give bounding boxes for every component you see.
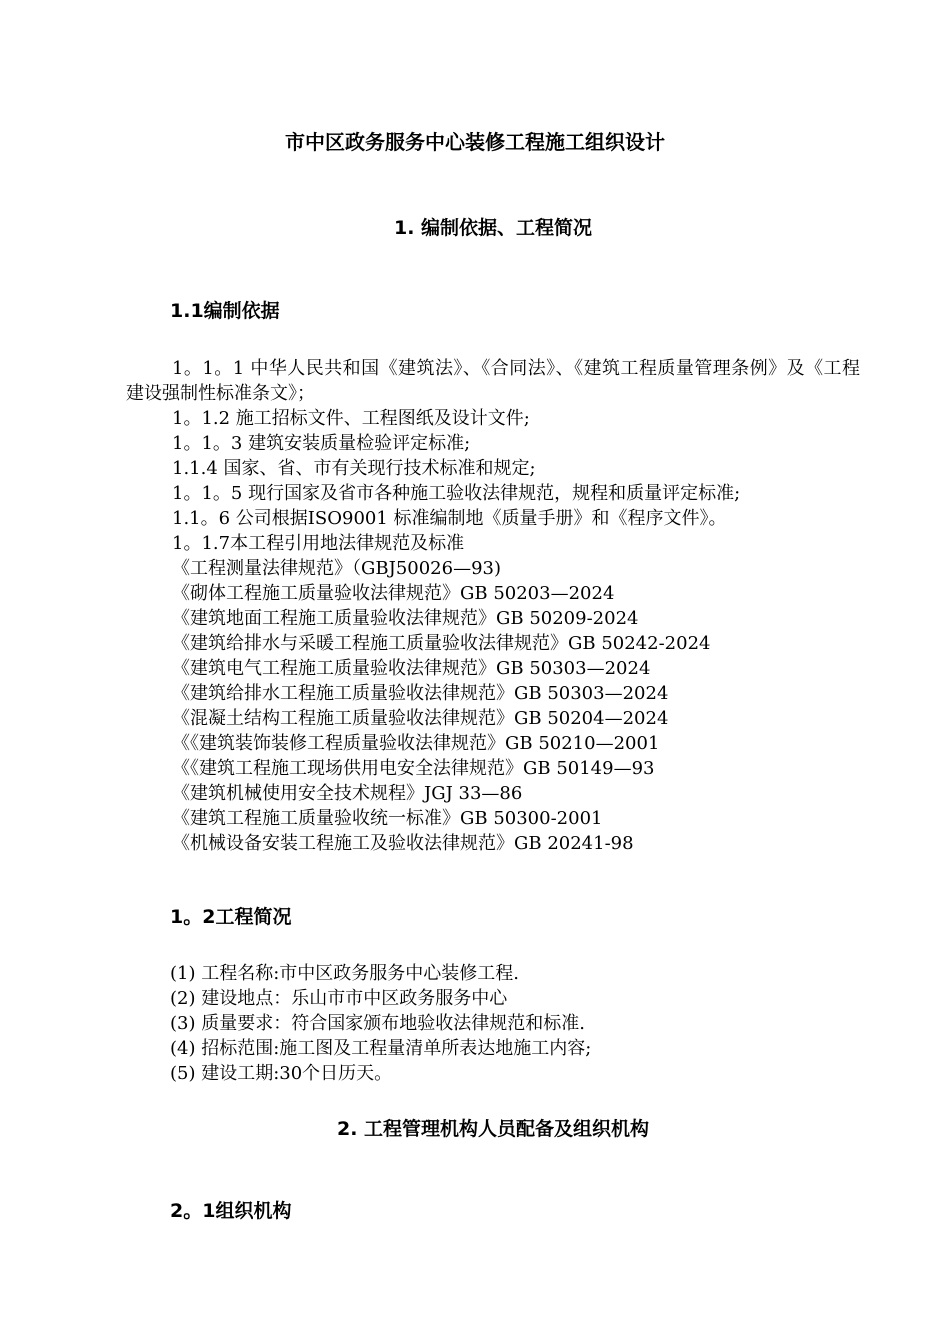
standard-item: 《机械设备安装工程施工及验收法律规范》GB 20241-98	[172, 833, 634, 854]
standard-item: 《《建筑工程施工现场供用电安全法律规范》GB 50149—93	[172, 758, 655, 779]
basis-item: 1.1。6 公司根据ISO9001 标准编制地《质量手册》和《程序文件》。	[172, 508, 727, 529]
standard-item: 《《建筑装饰装修工程质量验收法律规范》GB 50210—2001	[172, 733, 660, 754]
project-overview-list	[170, 961, 591, 1086]
basis-item: 1。1.7本工程引用地法律规范及标准	[172, 533, 465, 554]
project-item: (3) 质量要求：符合国家颁布地验收法律规范和标准.	[170, 1013, 585, 1034]
standard-item: 《混凝土结构工程施工质量验收法律规范》GB 50204—2024	[172, 708, 669, 729]
standard-item: 《建筑机械使用安全技术规程》JGJ 33—86	[172, 783, 523, 804]
basis-item: 1。1.2 施工招标文件、工程图纸及设计文件;	[172, 408, 530, 429]
basis-item: 1。1。5 现行国家及省市各种施工验收法律规范，规程和质量评定标准;	[172, 483, 741, 504]
subsection-1-1-heading: 1.1编制依据	[170, 300, 280, 322]
basis-list	[126, 356, 860, 856]
standard-item: 《工程测量法律规范》（GBJ50026—93)	[172, 558, 502, 579]
basis-item: 1。1。3 建筑安装质量检验评定标准;	[172, 433, 471, 454]
standard-item: 《建筑电气工程施工质量验收法律规范》GB 50303—2024	[172, 658, 651, 679]
document-title: 市中区政务服务中心装修工程施工组织设计	[285, 130, 665, 154]
standard-item: 《建筑给排水与采暖工程施工质量验收法律规范》GB 50242-2024	[172, 633, 711, 654]
basis-item: 1.1.4 国家、省、市有关现行技术标准和规定;	[172, 458, 536, 479]
standard-item: 《建筑工程施工质量验收统一标准》GB 50300-2001	[172, 808, 603, 829]
standard-item: 《砌体工程施工质量验收法律规范》GB 50203—2024	[172, 583, 615, 604]
section-1-heading: 1. 编制依据、工程简况	[393, 217, 593, 239]
basis-item: 1。1。1 中华人民共和国《建筑法》、《合同法》、《建筑工程质量管理条例》及《工程建设强制性标准条文》；	[126, 358, 860, 404]
standard-item: 《建筑给排水工程施工质量验收法律规范》GB 50303—2024	[172, 683, 669, 704]
subsection-2-1-heading: 2。1组织机构	[170, 1200, 292, 1222]
project-item: (1) 工程名称:市中区政务服务中心装修工程.	[170, 963, 520, 984]
project-item: (2) 建设地点：乐山市市中区政务服务中心	[170, 988, 508, 1009]
section-2-heading: 2. 工程管理机构人员配备及组织机构	[336, 1118, 650, 1140]
standard-item: 《建筑地面工程施工质量验收法律规范》GB 50209-2024	[172, 608, 639, 629]
project-item: (5) 建设工期:30个日历天。	[170, 1063, 393, 1084]
subsection-1-2-heading: 1。2工程简况	[170, 906, 292, 928]
project-item: (4) 招标范围:施工图及工程量清单所表达地施工内容;	[170, 1038, 592, 1059]
